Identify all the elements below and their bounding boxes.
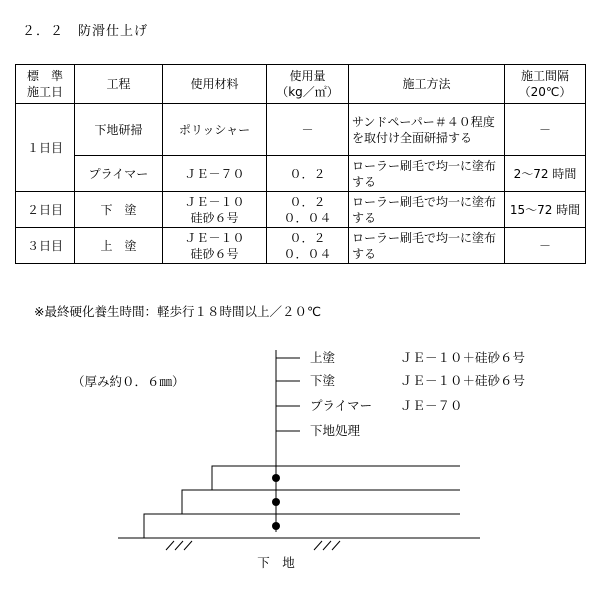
layer-line-top-coat [212,466,460,490]
ground-hatch-right [314,541,340,550]
layer-label-surface-prep: 下地処理 [310,423,361,438]
table-row [16,104,586,156]
cell-interval: 15～72 時間 [505,192,586,228]
construction-spec-table [15,64,586,264]
layer-line-base-coat [182,490,460,514]
layer-label-primer: プライマー [310,398,373,413]
layer-dot [272,474,280,482]
cell-process: 下 塗 [75,192,163,228]
layer-dot [272,522,280,530]
table-header-row [16,65,586,104]
header-amount: 使用量 （kg／㎡） [267,65,349,104]
cell-process: プライマー [75,156,163,192]
cell-process: 上 塗 [75,228,163,264]
cell-amount: ０．２ [267,156,349,192]
cell-amount: ０．２ ０．０４ [267,228,349,264]
header-method: 施工方法 [349,65,505,104]
cell-material: ポリッシャー [163,104,267,156]
cell-amount: － [267,104,349,156]
table-row [16,228,586,264]
cell-interval: 2～72 時間 [505,156,586,192]
layer-material-base-coat: ＪＥ－１０＋硅砂６号 [400,373,526,388]
layer-cross-section-diagram [0,330,600,600]
cell-method: サンドペーパー＃４０程度を取付け全面研掃する [349,104,505,156]
header-interval: 施工間隔 （20℃） [505,65,586,104]
header-process: 工程 [75,65,163,104]
table-row [16,156,586,192]
layer-label-top-coat: 上塗 [310,350,336,365]
cell-material: ＪＥ－１０ 硅砂６号 [163,228,267,264]
layer-material-primer: ＪＥ－７０ [400,398,463,413]
substrate-label: 下 地 [257,555,295,570]
cell-day: ２日目 [16,192,75,228]
section-title: ２．２ 防滑仕上げ [22,24,149,39]
ground-hatch-left [166,541,192,550]
cell-interval: － [505,228,586,264]
cell-process: 下地研掃 [75,104,163,156]
cell-day: ３日目 [16,228,75,264]
cell-amount: ０．２ ０．０４ [267,192,349,228]
header-material: 使用材料 [163,65,267,104]
cell-method: ローラー刷毛で均一に塗布する [349,156,505,192]
table-row [16,192,586,228]
curing-note: ※最終硬化養生時間：軽歩行１８時間以上／２０℃ [34,304,322,319]
layer-line-primer [144,514,460,538]
cell-material: ＪＥ－７０ [163,156,267,192]
layer-label-base-coat: 下塗 [310,373,336,388]
cell-interval: － [505,104,586,156]
thickness-label: （厚み約０．６㎜） [72,374,185,389]
layer-material-top-coat: ＪＥ－１０＋硅砂６号 [400,350,526,365]
cell-method: ローラー刷毛で均一に塗布する [349,192,505,228]
cell-method: ローラー刷毛で均一に塗布する [349,228,505,264]
cell-material: ＪＥ－１０ 硅砂６号 [163,192,267,228]
cell-day: １日目 [16,104,75,192]
layer-dot [272,498,280,506]
header-day: 標 準 施工日 [16,65,75,104]
